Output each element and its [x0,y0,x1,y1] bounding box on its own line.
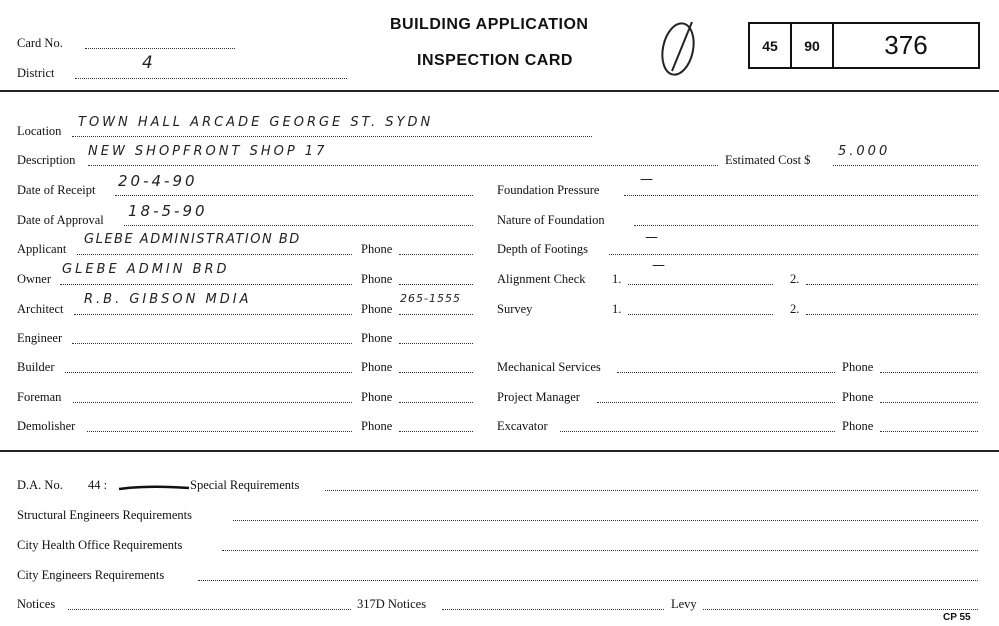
reference-number-box [748,22,980,69]
owner-phone-field[interactable] [399,284,473,285]
project-manager-phone-field[interactable] [880,402,978,403]
health-requirements-label: City Health Office Requirements [17,538,183,552]
special-requirements-label: Special Requirements [190,478,300,492]
nature-foundation-field[interactable] [634,225,978,226]
project-manager-label: Project Manager [497,390,580,404]
foreman-phone-field[interactable] [399,402,473,403]
demolisher-label: Demolisher [17,419,76,433]
depth-footings-field[interactable] [609,254,978,255]
estimated-cost-field[interactable] [833,165,978,166]
nature-foundation-label: Nature of Foundation [497,213,605,227]
district-value: 4 [142,53,156,73]
builder-phone-field[interactable] [399,372,473,373]
engineer-phone-label: Phone [361,331,393,345]
architect-label: Architect [17,302,64,316]
date-receipt-label: Date of Receipt [17,183,96,197]
foundation-pressure-field[interactable] [624,195,978,196]
alignment-1-label: 1. [612,272,622,286]
survey-1-label: 1. [612,302,622,316]
health-requirements-field[interactable] [222,550,978,551]
special-requirements-field[interactable] [325,490,978,491]
description-label: Description [17,153,76,167]
builder-phone-label: Phone [361,360,393,374]
owner-field[interactable] [60,284,352,285]
survey-1-field[interactable] [628,314,773,315]
survey-label: Survey [497,302,533,316]
demolisher-phone-label: Phone [361,419,393,433]
depth-footings-value: — [645,230,661,245]
excavator-phone-field[interactable] [880,431,978,432]
project-manager-phone-label: Phone [842,390,874,404]
alignment-1-field[interactable] [628,284,773,285]
da-no-value: 44 : [88,478,108,492]
alignment-1-value: — [652,258,668,273]
form-title-line2: INSPECTION CARD [417,52,573,69]
foundation-pressure-label: Foundation Pressure [497,183,600,197]
date-receipt-value: 20-4-90 [118,172,198,190]
alignment-2-field[interactable] [806,284,978,285]
city-engineers-label: City Engineers Requirements [17,568,165,582]
ref-box-cell-1: 45 [762,37,778,54]
notices-label: Notices [17,597,56,611]
foreman-field[interactable] [73,402,352,403]
applicant-phone-label: Phone [361,242,393,256]
owner-value: GLEBE ADMIN BRD [62,262,230,277]
da-no-label: D.A. No. [17,478,63,492]
date-approval-field[interactable] [124,225,473,226]
levy-label: Levy [671,597,697,611]
card-no-field[interactable] [85,48,235,49]
builder-field[interactable] [65,372,352,373]
notices-317d-field[interactable] [442,609,664,610]
engineer-phone-field[interactable] [399,343,473,344]
survey-2-field[interactable] [806,314,978,315]
circled-mark-svg [655,16,705,78]
owner-phone-label: Phone [361,272,393,286]
description-field[interactable] [88,165,718,166]
mechanical-phone-field[interactable] [880,372,978,373]
card-no-label: Card No. [17,36,63,50]
structural-requirements-field[interactable] [233,520,978,521]
excavator-field[interactable] [560,431,835,432]
district-field[interactable] [75,78,347,79]
form-code: CP 55 [943,612,971,623]
excavator-label: Excavator [497,419,548,433]
alignment-2-label: 2. [790,272,800,286]
description-value: NEW SHOPFRONT SHOP 17 [88,144,328,159]
levy-field[interactable] [703,609,978,610]
architect-field[interactable] [74,314,352,315]
location-label: Location [17,124,62,138]
applicant-label: Applicant [17,242,67,256]
ref-box-cell-3: 376 [884,30,928,60]
date-receipt-field[interactable] [115,195,473,196]
notices-317d-label: 317D Notices [357,597,427,611]
applicant-value: GLEBE ADMINISTRATION BD [84,232,301,247]
architect-phone-field[interactable] [399,314,473,315]
foundation-pressure-value: — [640,172,656,187]
circled-mark [655,16,705,78]
section-divider [0,90,999,92]
estimated-cost-label: Estimated Cost $ [725,153,811,167]
district-label: District [17,66,55,80]
depth-footings-label: Depth of Footings [497,242,588,256]
da-dash-mark [118,480,190,490]
engineer-field[interactable] [72,343,352,344]
foreman-phone-label: Phone [361,390,393,404]
excavator-phone-label: Phone [842,419,874,433]
owner-label: Owner [17,272,52,286]
section-divider [0,450,999,452]
demolisher-field[interactable] [87,431,352,432]
mechanical-services-field[interactable] [617,372,835,373]
ref-box-cell-2: 90 [804,37,820,54]
location-field[interactable] [72,136,592,137]
project-manager-field[interactable] [597,402,835,403]
mechanical-phone-label: Phone [842,360,874,374]
date-approval-label: Date of Approval [17,213,104,227]
foreman-label: Foreman [17,390,62,404]
form-title-line1: BUILDING APPLICATION [390,16,589,33]
estimated-cost-value: 5.000 [838,144,891,159]
structural-requirements-label: Structural Engineers Requirements [17,508,192,522]
survey-2-label: 2. [790,302,800,316]
notices-field[interactable] [68,609,351,610]
builder-label: Builder [17,360,55,374]
applicant-field[interactable] [77,254,352,255]
mechanical-services-label: Mechanical Services [497,360,601,374]
applicant-phone-field[interactable] [399,254,473,255]
demolisher-phone-field[interactable] [399,431,473,432]
architect-phone-value: 265-1555 [400,292,461,305]
engineer-label: Engineer [17,331,63,345]
city-engineers-field[interactable] [198,580,978,581]
location-value: TOWN HALL ARCADE GEORGE ST. SYDN [78,115,434,130]
da-dash-svg [118,483,190,493]
date-approval-value: 18-5-90 [128,202,208,220]
architect-phone-label: Phone [361,302,393,316]
alignment-check-label: Alignment Check [497,272,586,286]
architect-value: R.B. GIBSON MDIA [84,292,252,307]
